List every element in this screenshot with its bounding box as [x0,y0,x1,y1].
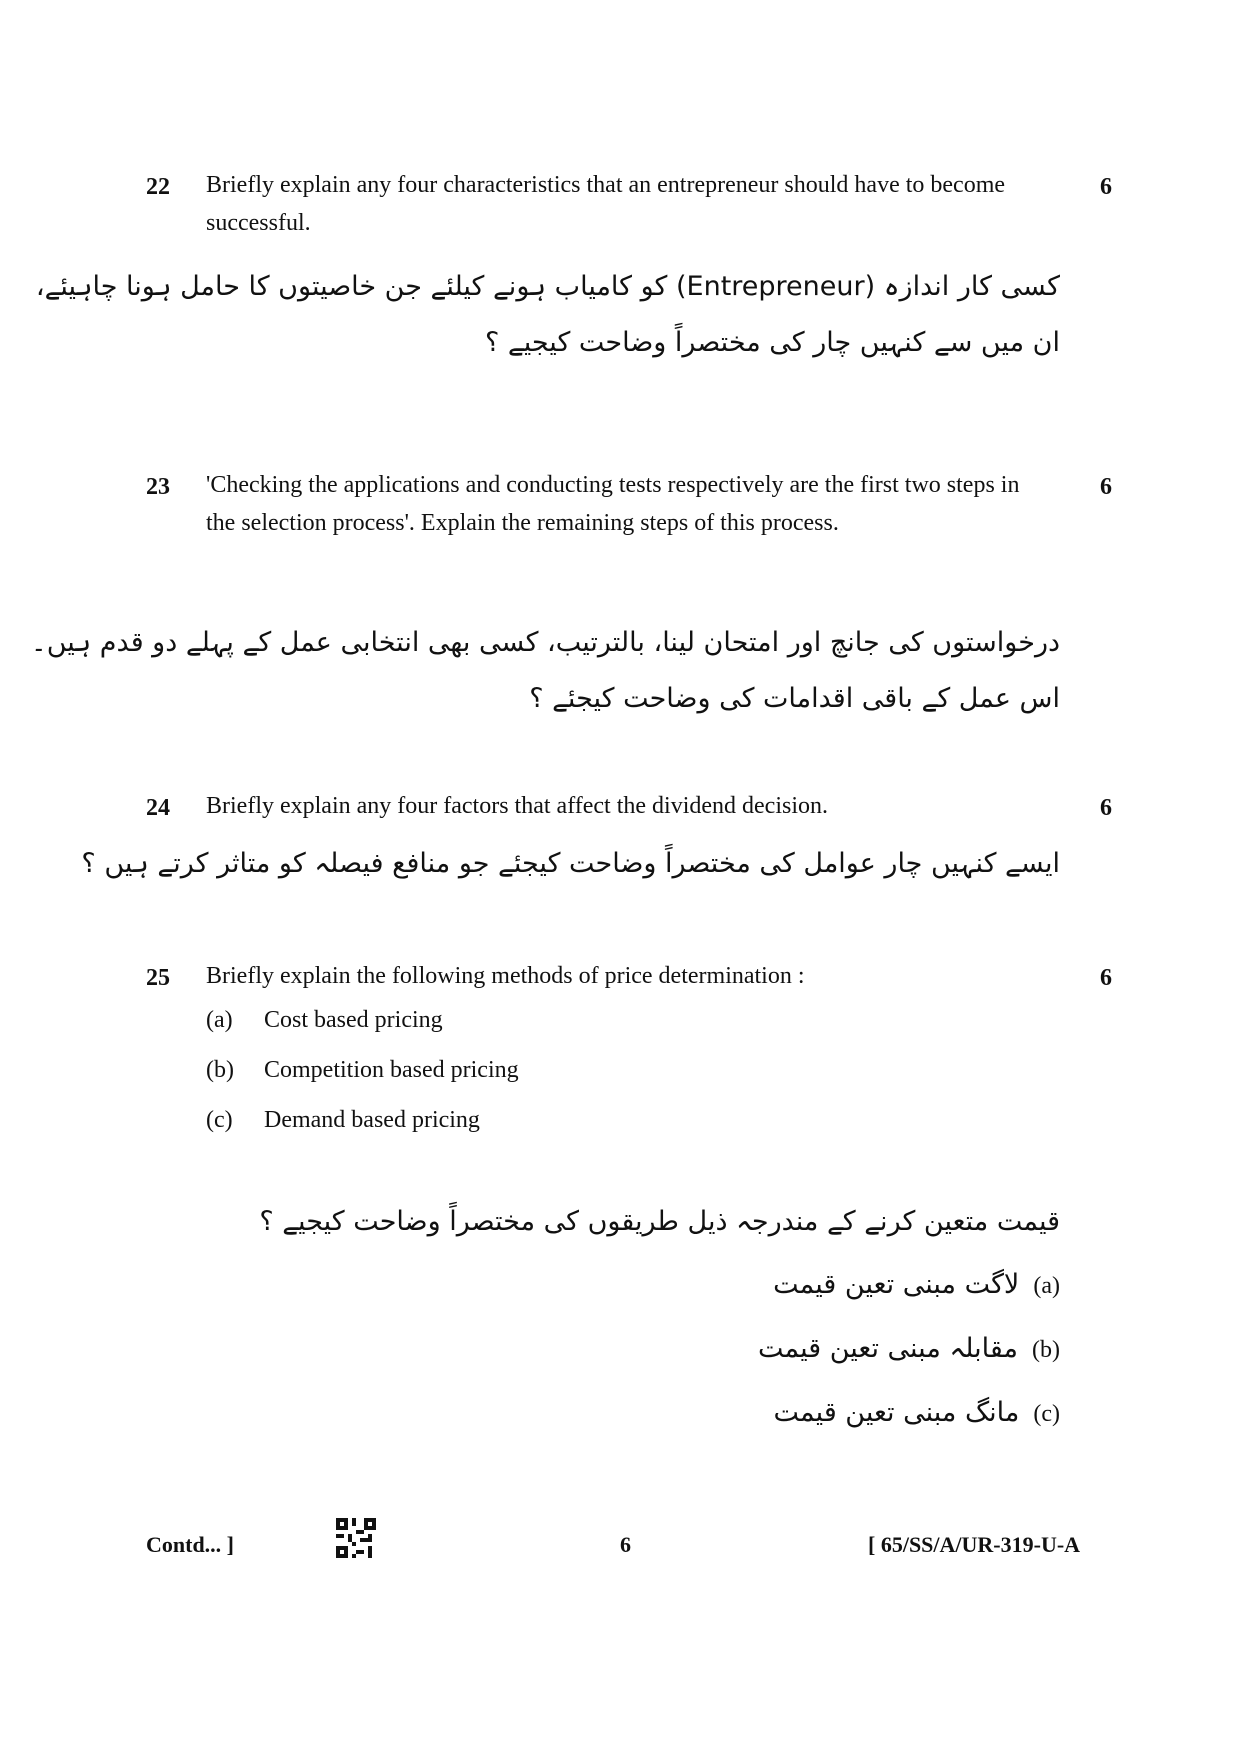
urdu-sub-item-c [774,1397,1060,1428]
urdu-sub-text: مانگ مبنی تعین قیمت [773,1397,1020,1428]
sub-item-label: (b) [206,1057,234,1083]
question-number: 24 [146,795,170,821]
sub-item-b [206,1057,519,1084]
urdu-sub-text: مقابلہ مبنی تعین قیمت [757,1333,1018,1364]
page-number: 6 [620,1532,631,1557]
sub-item-a [206,1007,443,1034]
question-text: Briefly explain any four factors that affect the dividend decision. [206,793,829,819]
question-text: Briefly explain the following methods of price determination : [206,963,805,989]
footer-contd: Contd... ] [146,1532,235,1557]
question-marks: 6 [1100,474,1112,500]
sub-item-text: Demand based pricing [264,1107,480,1133]
urdu-sub-item-b [758,1333,1060,1364]
urdu-line: اس عمل کے باقی اقدامات کی وضاحت کیجئے ؟ [529,683,1060,714]
urdu-sub-text: لاگت مبنی تعین قیمت [773,1269,1020,1300]
sub-item-text: Competition based pricing [264,1057,519,1083]
question-marks: 6 [1100,174,1112,200]
urdu-sub-label: (b) [1032,1337,1060,1363]
urdu-line: درخواستوں کی جانچ اور امتحان لینا، بالترتیب، کسی بھی انتخابی عمل کے پہلے دو قدم ہیں۔ [30,627,1060,658]
question-marks: 6 [1100,965,1112,991]
urdu-line: ان میں سے کنہیں چار کی مختصراً وضاحت کیجیے ؟ [485,327,1060,358]
question-text: 'Checking the applications and conducting tests respectively are the first two steps in the selection process'. Explain the remaining steps of this process. [206,472,1020,536]
question-text: Briefly explain any four characteristics that an entrepreneur should have to become successful. [206,172,1006,236]
question-number: 23 [146,474,170,500]
sub-item-c [206,1107,480,1134]
sub-item-label: (a) [206,1007,233,1033]
urdu-sub-label: (a) [1033,1273,1060,1299]
question-marks: 6 [1100,795,1112,821]
sub-item-text: Cost based pricing [264,1007,443,1033]
qr-code-icon [336,1518,376,1558]
question-number: 22 [146,174,170,200]
urdu-sub-item-a [773,1269,1060,1300]
paper-code: [ 65/SS/A/UR-319-U-A [868,1532,1081,1557]
urdu-line: قیمت متعین کرنے کے مندرجہ ذیل طریقوں کی مختصراً وضاحت کیجیے ؟ [259,1206,1060,1237]
sub-item-label: (c) [206,1107,233,1133]
urdu-line: کسی کار اندازہ (Entrepreneur) کو کامیاب ہونے کیلئے جن خاصیتوں کا حامل ہونا چاہیئے، [35,271,1060,302]
urdu-line: ایسے کنہیں چار عوامل کی مختصراً وضاحت کیجئے جو منافع فیصلہ کو متاثر کرتے ہیں ؟ [81,848,1060,879]
urdu-sub-label: (c) [1033,1401,1060,1427]
question-number: 25 [146,965,170,991]
